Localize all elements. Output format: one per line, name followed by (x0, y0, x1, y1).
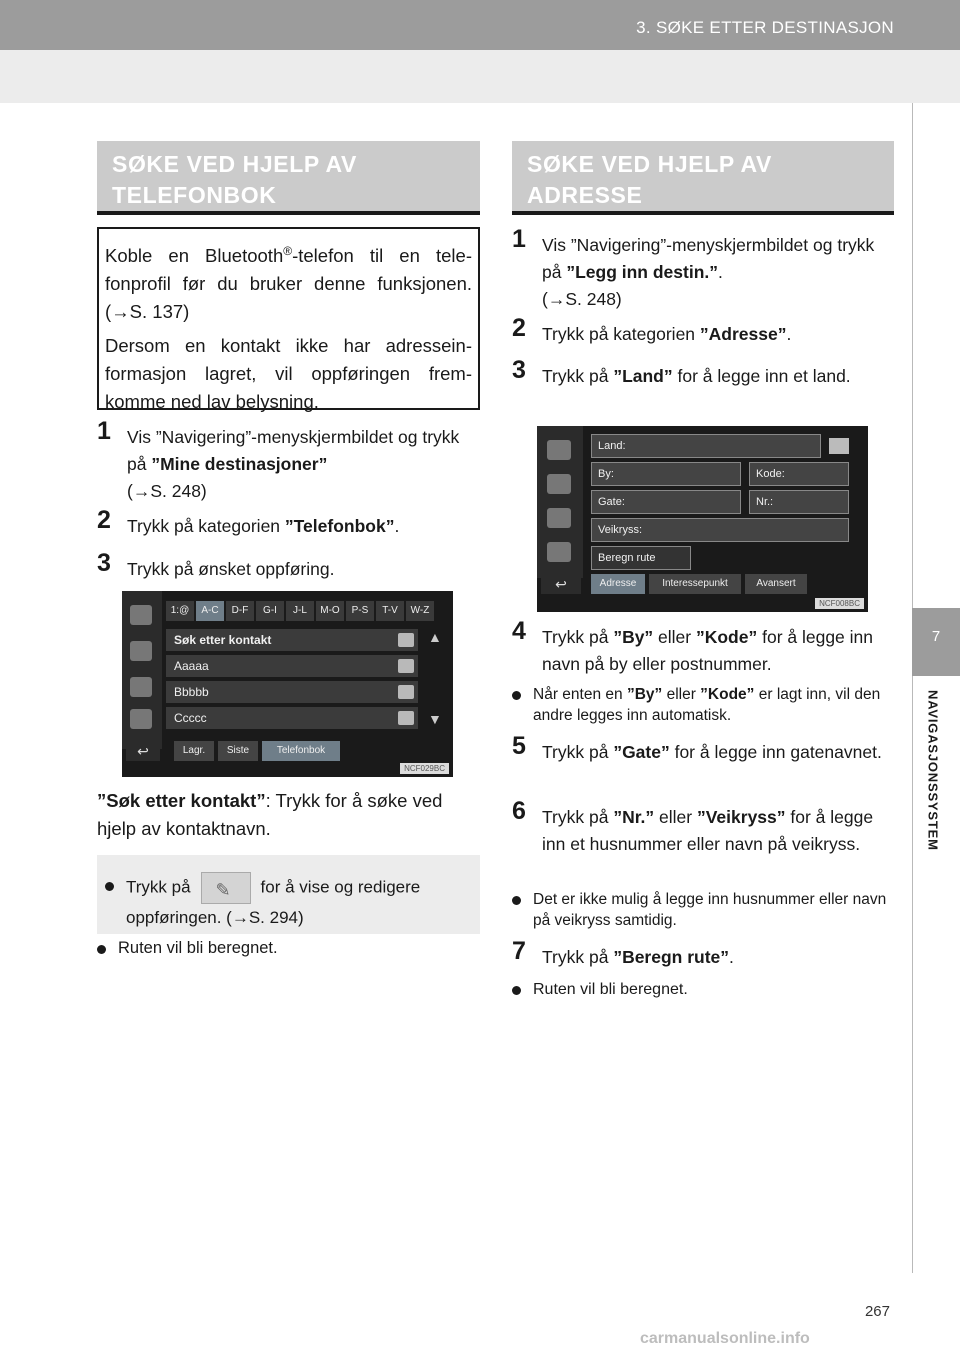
alpha-tabs (166, 601, 448, 621)
step-1: 1 Vis ”Navigering”-menyskjermbildet og trykk på ”Mine destinasjoner” (→S. 248) (97, 417, 460, 501)
edit-icon (201, 872, 251, 904)
tab-address[interactable]: Adresse (591, 574, 645, 594)
scroll-down-icon[interactable]: ▼ (428, 711, 442, 727)
contact-row[interactable]: Aaaaa (166, 655, 418, 677)
street-button[interactable]: Gate: (591, 490, 741, 514)
land-button[interactable]: Land: (591, 434, 821, 458)
section-side-label: NAVIGASJONSSYSTEM (925, 690, 941, 851)
search-contact-row[interactable]: Søk etter kontakt (166, 629, 418, 651)
alpha-tab[interactable]: A-C (196, 601, 224, 621)
step-6: 6 Trykk på ”Nr.” eller ”Veikryss” for å legge inn et husnummer eller navn på veikryss. (512, 797, 874, 854)
watermark: carmanualsonline.info (640, 1330, 810, 1347)
alpha-tab[interactable]: P-S (346, 601, 374, 621)
city-button[interactable]: By: (591, 462, 741, 486)
tip-bullet: Trykk på✎ for å vise og redigere oppføringen. (→S. 294) (105, 872, 469, 932)
edit-icon[interactable] (398, 711, 414, 725)
header-bar (0, 0, 960, 50)
back-icon[interactable]: ↩ (126, 741, 160, 761)
step-5: 5 Trykk på ”Gate” for å legge inn gatenavnet. (512, 732, 882, 762)
note-box (97, 227, 480, 413)
header-band (0, 50, 960, 103)
address-screenshot (537, 426, 868, 612)
number-button[interactable]: Nr.: (749, 490, 849, 514)
bottom-tab-phonebook[interactable]: Telefonbok (262, 741, 340, 761)
contact-row[interactable]: Ccccc (166, 707, 418, 729)
section-heading-address: SØKE VED HJELP AV ADRESSE (512, 141, 894, 215)
side-divider (912, 103, 913, 1273)
tip-box (97, 855, 480, 934)
bottom-tab-save[interactable]: Lagr. (174, 741, 214, 761)
step-4: 4 Trykk på ”By” eller ”Kode” for å legge inn navn på by eller postnummer. (512, 617, 874, 674)
section-heading-phonebook: SØKE VED HJELP AV TELEFONBOK (97, 141, 480, 215)
screen-sidebar (122, 591, 162, 749)
back-icon[interactable]: ↩ (541, 574, 581, 594)
contact-row[interactable]: Bbbbb (166, 681, 418, 703)
intersection-button[interactable]: Veikryss: (591, 518, 849, 542)
bullet-route: Ruten vil bli beregnet. (97, 938, 480, 959)
step-3: 3 Trykk på ønsket oppføring. (97, 549, 335, 579)
alpha-tab[interactable]: G-I (256, 601, 284, 621)
image-id: NCF008BC (815, 598, 864, 609)
tab-poi[interactable]: Interessepunkt (649, 574, 741, 594)
note-paragraph-2: Dersom en kontakt ikke har adresseinformasjon lagret, vil oppføringen fremkomme ned lav belysning. (105, 335, 472, 413)
alpha-tab[interactable]: D-F (226, 601, 254, 621)
alpha-tab[interactable]: M-O (316, 601, 344, 621)
scroll-up-icon[interactable]: ▲ (428, 629, 442, 645)
alpha-tab[interactable]: T-V (376, 601, 404, 621)
step-1: 1 Vis ”Navigering”-menyskjermbildet og trykk på ”Legg inn destin.”. (→S. 248) (512, 225, 875, 309)
note-paragraph-1: Koble en Bluetooth®-telefon til en telefonprofil før du bruker denne funksjonen. (→S. 137) (105, 244, 472, 323)
calculate-route-button[interactable]: Beregn rute (591, 546, 691, 570)
search-contact-description: ”Søk etter kontakt”: Trykk for å søke ved hjelp av kontaktnavn. (97, 790, 443, 839)
step-2: 2 Trykk på kategorien ”Telefonbok”. (97, 506, 400, 536)
bullet-auto-fill: Når enten en ”By” eller ”Kode” er lagt inn, vil den andre legges inn automatisk. (512, 684, 894, 726)
screen-sidebar (537, 426, 583, 578)
edit-icon[interactable] (398, 633, 414, 647)
alpha-tab[interactable]: 1:@ (166, 601, 194, 621)
alpha-tab[interactable]: W-Z (406, 601, 434, 621)
chapter-number-tab[interactable]: 7 (912, 608, 960, 676)
chapter-title: 3. SØKE ETTER DESTINASJON (636, 18, 894, 37)
edit-icon[interactable] (398, 685, 414, 699)
keyboard-icon[interactable] (829, 438, 849, 454)
step-7: 7 Trykk på ”Beregn rute”. (512, 937, 734, 967)
image-id: NCF029BC (400, 763, 449, 774)
edit-icon[interactable] (398, 659, 414, 673)
postcode-button[interactable]: Kode: (749, 462, 849, 486)
page-number: 267 (864, 1303, 890, 1320)
step-2: 2 Trykk på kategorien ”Adresse”. (512, 314, 792, 344)
phonebook-screenshot (122, 591, 453, 777)
bullet-route: Ruten vil bli beregnet. (512, 979, 894, 1000)
bottom-tab-recent[interactable]: Siste (218, 741, 258, 761)
tab-advanced[interactable]: Avansert (745, 574, 807, 594)
bullet-not-simultaneous: Det er ikke mulig å legge inn husnummer eller navn på veikryss samtidig. (512, 889, 894, 931)
alpha-tab[interactable]: J-L (286, 601, 314, 621)
step-3: 3 Trykk på ”Land” for å legge inn et land. (512, 356, 851, 386)
